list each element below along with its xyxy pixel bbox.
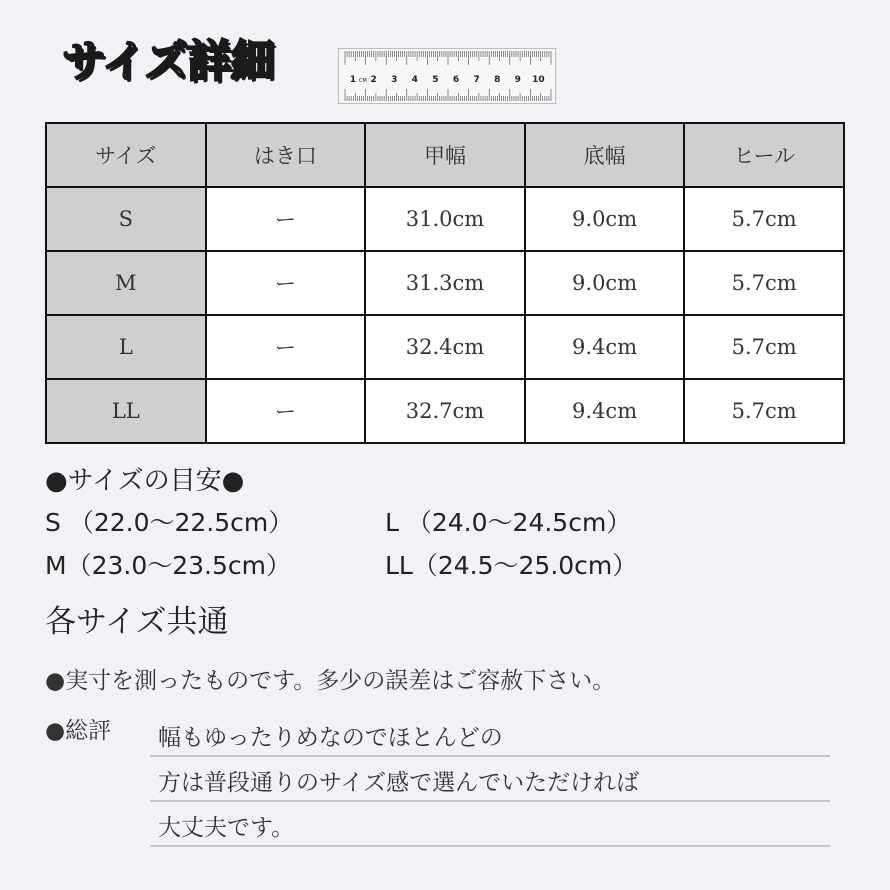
row-size-label: LL [46,379,206,443]
table-header-row [46,123,844,187]
cell-instep-width: 31.0cm [365,187,525,251]
header-size: サイズ [46,123,206,187]
row-size-label: S [46,187,206,251]
ruler-number: 9 [514,75,521,85]
cell-opening: ー [206,187,366,251]
ruler-number: 4 [411,75,418,85]
size-guide-title: ●サイズの目安● [45,466,245,496]
table-row [46,315,844,379]
review-label: ●総評 [45,718,112,744]
cell-sole-width: 9.0cm [525,187,685,251]
ruler-number: 10 [532,75,545,85]
cell-opening: ー [206,251,366,315]
size-guide-item-l: L （24.0～24.5cm） [385,508,632,537]
size-guide-row [45,508,632,537]
cell-opening: ー [206,315,366,379]
cell-sole-width: 9.4cm [525,379,685,443]
review-line: 幅もゆったりめなのでほとんどの [150,713,830,757]
header-sole-width: 底幅 [525,123,685,187]
table-row [46,187,844,251]
common-section-title: 各サイズ共通 [45,604,229,640]
cell-heel: 5.7cm [684,251,844,315]
cell-instep-width: 31.3cm [365,251,525,315]
size-guide-item-s: S （22.0～22.5cm） [45,508,294,537]
review-line: 大丈夫です。 [150,803,830,847]
cell-heel: 5.7cm [684,315,844,379]
cell-opening: ー [206,379,366,443]
ruler-unit: CM [359,78,367,84]
ruler-number: 8 [494,75,501,85]
cell-instep-width: 32.4cm [365,315,525,379]
size-table [45,122,845,444]
header-opening: はき口 [206,123,366,187]
size-guide-item-m: M（23.0～23.5cm） [45,551,291,580]
cell-sole-width: 9.0cm [525,251,685,315]
header-instep-width: 甲幅 [365,123,525,187]
ruler-icon [338,48,556,104]
ruler-number: 7 [473,75,480,85]
header-heel: ヒール [684,123,844,187]
ruler-number: 2 [370,75,377,85]
ruler-number: 5 [432,75,439,85]
measurement-note: ●実寸を測ったものです。多少の誤差はご容赦下さい。 [45,668,616,694]
page-title: サイズ詳細 [62,36,274,87]
ruler-number: 1 [349,75,357,85]
cell-heel: 5.7cm [684,379,844,443]
review-line: 方は普段通りのサイズ感で選んでいただければ [150,758,830,802]
cell-heel: 5.7cm [684,187,844,251]
cell-instep-width: 32.7cm [365,379,525,443]
row-size-label: M [46,251,206,315]
table-row [46,379,844,443]
size-guide-row [45,551,638,580]
size-guide-item-ll: LL（24.5～25.0cm） [385,551,638,580]
ruler-number: 6 [452,75,460,85]
cell-sole-width: 9.4cm [525,315,685,379]
row-size-label: L [46,315,206,379]
ruler-number: 3 [391,75,398,85]
table-row [46,251,844,315]
